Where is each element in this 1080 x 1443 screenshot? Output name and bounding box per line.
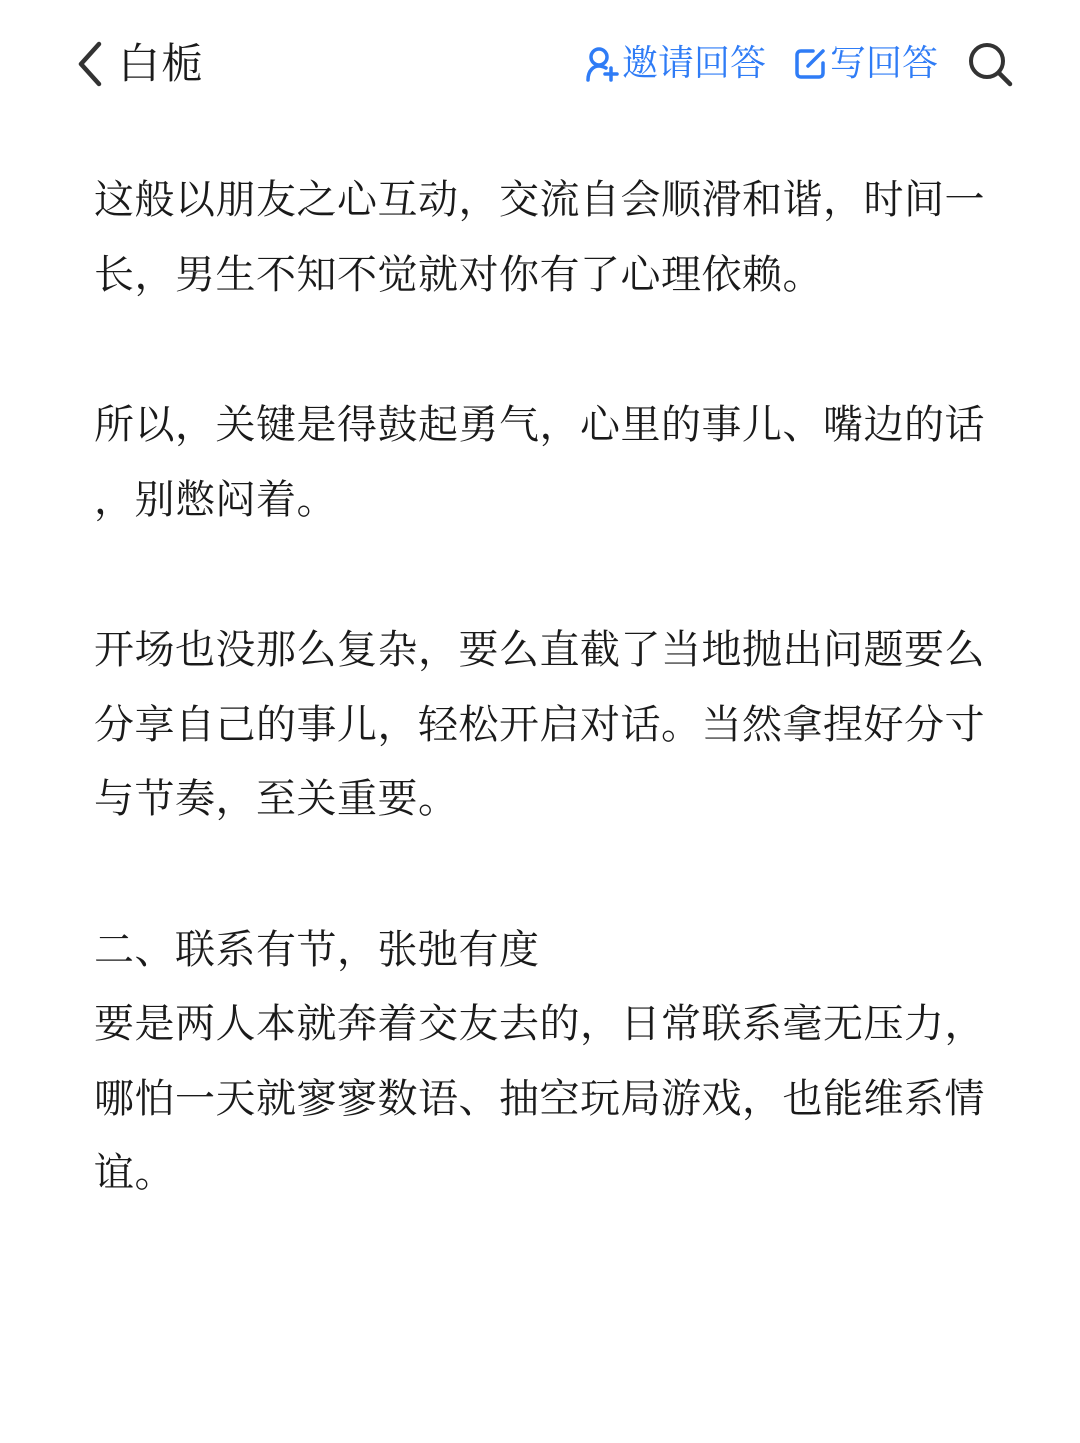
paragraph-1: 这般以朋友之心互动，交流自会顺滑和谐，时间一 长，男生不知不觉就对你有了心理依赖。: [94, 177, 985, 298]
paragraph-3: 开场也没那么复杂，要么直截了当地抛出问题要么 分享自己的事儿，轻松开启对话。当然拿捏好分寸 与节奏，至关重要。: [94, 627, 985, 822]
chevron-left-icon: [75, 40, 105, 88]
invite-answer-label: 邀请回答: [622, 43, 767, 84]
paragraph-gap: [94, 312, 994, 388]
edit-icon: [792, 44, 828, 84]
answer-content: [94, 163, 994, 1211]
top-bar: [0, 0, 1080, 128]
page-title: 白栀: [118, 39, 205, 88]
back-button[interactable]: [70, 38, 110, 90]
write-answer-button[interactable]: [792, 40, 938, 88]
invite-answer-button[interactable]: [584, 40, 766, 88]
user-plus-icon: [584, 44, 620, 84]
search-button[interactable]: [966, 40, 1014, 88]
paragraph-2: 所以，关键是得鼓起勇气，心里的事儿、嘴边的话 ，别憋闷着。: [94, 402, 985, 523]
paragraph-4: 二、联系有节，张弛有度 要是两人本就奔着交友去的，日常联系毫无压力， 哪怕一天就寥寥数语、抽空玩局游戏，也能维系情 谊。: [94, 926, 985, 1196]
write-answer-label: 写回答: [830, 43, 939, 84]
paragraph-gap: [94, 537, 994, 613]
paragraph-gap: [94, 837, 994, 913]
search-icon: [966, 40, 1014, 88]
